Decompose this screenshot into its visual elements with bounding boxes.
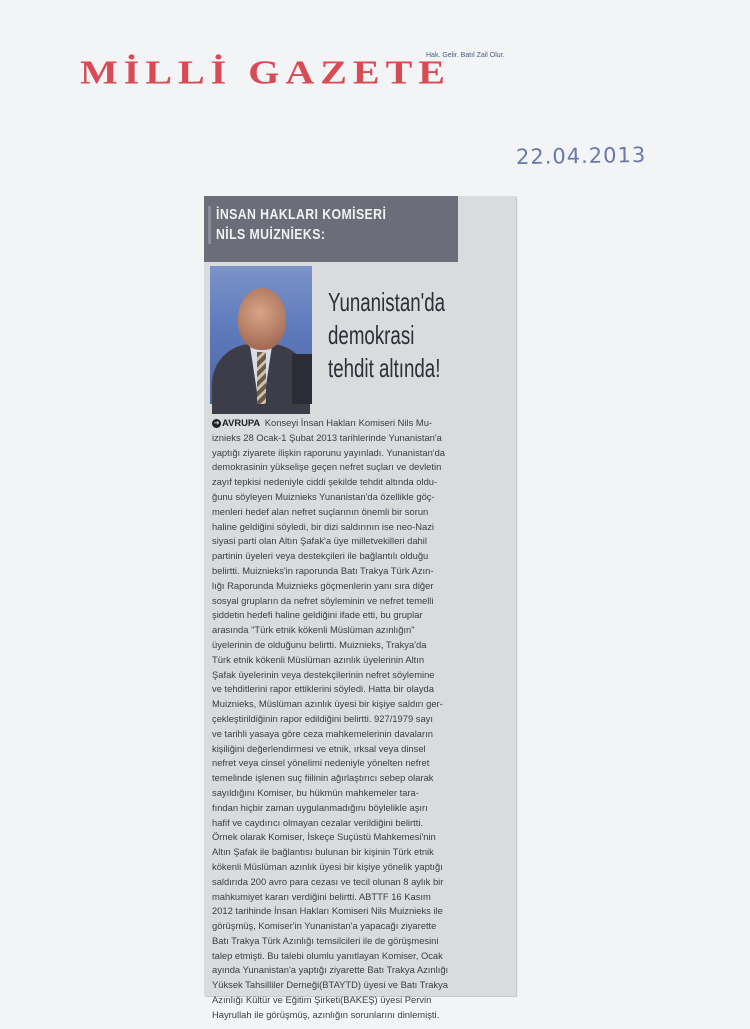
body-line: Azınlığı Kültür ve Eğitim Şirketi(BAKEŞ) üyesi Pervin <box>212 994 432 1006</box>
body-line: 2012 tarihinde İnsan Hakları Komiseri Nils Muiznieks ile <box>212 905 443 917</box>
header-line-2: NİLS MUİZNİEKS: <box>216 226 326 243</box>
body-line: Yüksek Tahsilliler Derneği(BTAYTD) üyesi ve Batı Trakya <box>212 979 449 991</box>
body-line: Hayrullah ile görüşmüş, azınlığın sorunlarını dinlemişti. <box>212 1008 440 1020</box>
body-line: ayında Yunanistan'a yaptığı ziyarette Batı Trakya Azınlığı <box>212 964 449 976</box>
section-label: AVRUPA <box>222 417 261 428</box>
newspaper-masthead <box>80 52 630 102</box>
body-line: Türk etnik kökenli Müslüman azınlık üyelerinin Altın <box>212 653 425 665</box>
body-line: kişiliğini değerlendirmesi ve etnik, ırksal veya dinsel <box>212 742 426 754</box>
body-line: Örnek olarak Komiser, İskeçe Suçüstü Mahkemesi'nin <box>212 831 436 843</box>
body-line: mahkumiyet kararı verdiğini belirtti. ABTTF 16 Kasım <box>212 890 431 902</box>
body-line-first <box>212 416 456 431</box>
portrait-photo <box>210 266 312 404</box>
body-line: hafif ve caydırıcı olmayan cezalar verildiğini belirtti. <box>212 816 424 828</box>
photo-microphone <box>292 354 312 404</box>
body-line: belirtti. Muiznieks'in raporunda Batı Trakya Türk Azın- <box>212 564 434 576</box>
article-body <box>212 416 456 1020</box>
header-accent-bar <box>208 206 211 244</box>
body-line: haline geldiğini söyledi, bir dizi saldırının ise neo-Nazi <box>212 520 434 532</box>
photo-head <box>238 288 286 350</box>
body-line: menleri hedef alan nefret suçlarının önemli bir sorun <box>212 505 429 517</box>
body-lines <box>212 431 456 1023</box>
body-line: talep etmişti. Bu talebi olumlu yanıtlayan Komiser, Ocak <box>212 949 443 961</box>
handwritten-date: 22.04.2013 <box>515 142 647 170</box>
body-line: Altın Şafak ile bağlantısı bulunan bir kişinin Türk etnik <box>212 846 434 858</box>
body-line: ve tarihli yasaya göre ceza mahkemelerinin davaların <box>212 727 433 739</box>
article-title <box>328 286 446 385</box>
body-line: partinin üyeleri veya destekçileri ile bağlantılı olduğu <box>212 550 429 562</box>
article-header-band <box>204 196 458 262</box>
body-line-text: Konseyi İnsan Hakları Komiseri Nils Mu- <box>262 417 433 428</box>
body-line: yaptığı ziyarete ilişkin raporunu yayınladı. Yunanistan'da <box>212 446 446 458</box>
body-line: üyelerinin de olduğunu belirtti. Muiznieks, Trakya'da <box>212 638 427 650</box>
body-line: Batı Trakya Türk Azınlığı temsilcileri ile de görüşmesini <box>212 934 439 946</box>
header-line-1: İNSAN HAKLARI KOMİSERİ <box>216 206 387 223</box>
body-line: ve tehditlerini rapor ettiklerini söyledi. Hatta bir olayda <box>212 683 434 695</box>
title-line: demokrasi <box>328 320 415 350</box>
body-line: şiddetin hedefi haline geldiğini ifade etti, bu gruplar <box>212 609 423 621</box>
body-line: çekleştirildiğinin rapor edildiğini belirtti. 927/1979 sayı <box>212 712 433 724</box>
body-line: demokrasinin yükselişe geçen nefret suçları ve devletin <box>212 461 442 473</box>
body-line: siyasi parti olan Altın Şafak'a üye milletvekilleri dahil <box>212 535 427 547</box>
body-line: temelinde işlenen suç fiilinin ağırlaştırıcı sebep olarak <box>212 772 434 784</box>
body-line: iznieks 28 Ocak-1 Şubat 2013 tarihlerinde Yunanistan'a <box>212 431 442 443</box>
body-line: sayıldığını Komiser, bu hükmün mahkemeler tara- <box>212 786 419 798</box>
body-line: lığı Raporunda Muiznieks göçmenlerin yanı sıra diğer <box>212 579 434 591</box>
newspaper-slogan: Hak. Gelir. Batıl Zail Olur. <box>426 52 505 59</box>
body-line: Muiznieks, Müslüman azınlık üyesi bir kişiye saldırı ger- <box>212 698 443 710</box>
body-line: arasında "Türk etnik kökenli Müslüman azınlığın" <box>212 624 415 636</box>
body-line: kökenli Müslüman azınlık üyesi bir kişiye yönelik yaptığı <box>212 860 443 872</box>
newspaper-clipping <box>204 196 516 1020</box>
newspaper-title: MİLLİ GAZETE <box>80 52 451 92</box>
title-line: tehdit altında! <box>328 353 441 383</box>
title-line: Yunanistan'da <box>328 287 446 317</box>
body-line: fından hiçbir zaman uygulanmadığını böylelikle aşırı <box>212 801 428 813</box>
body-line: zayıf tepkisi nedeniyle ciddi şekilde tehdit altında oldu- <box>212 476 438 488</box>
body-line: sosyal grupların da nefret söyleminin ve nefret temelli <box>212 594 434 606</box>
section-arrow-icon: ➜ <box>213 420 220 428</box>
body-line: nefret veya cinsel yönelimi nedeniyle yönelten nefret <box>212 757 430 769</box>
photo-tie <box>257 352 266 404</box>
body-line: Şafak üyelerinin veya destekçilerinin nefret söylemine <box>212 668 435 680</box>
body-line: görüşmüş, Komiser'in Yunanistan'a yapacağı ziyarette <box>212 920 437 932</box>
body-line: saldırıda 200 avro para cezası ve tecil olunan 8 aylık bir <box>212 875 444 887</box>
body-line: ğunu söyleyen Muiznieks Yunanistan'da özellikle göç- <box>212 490 435 502</box>
